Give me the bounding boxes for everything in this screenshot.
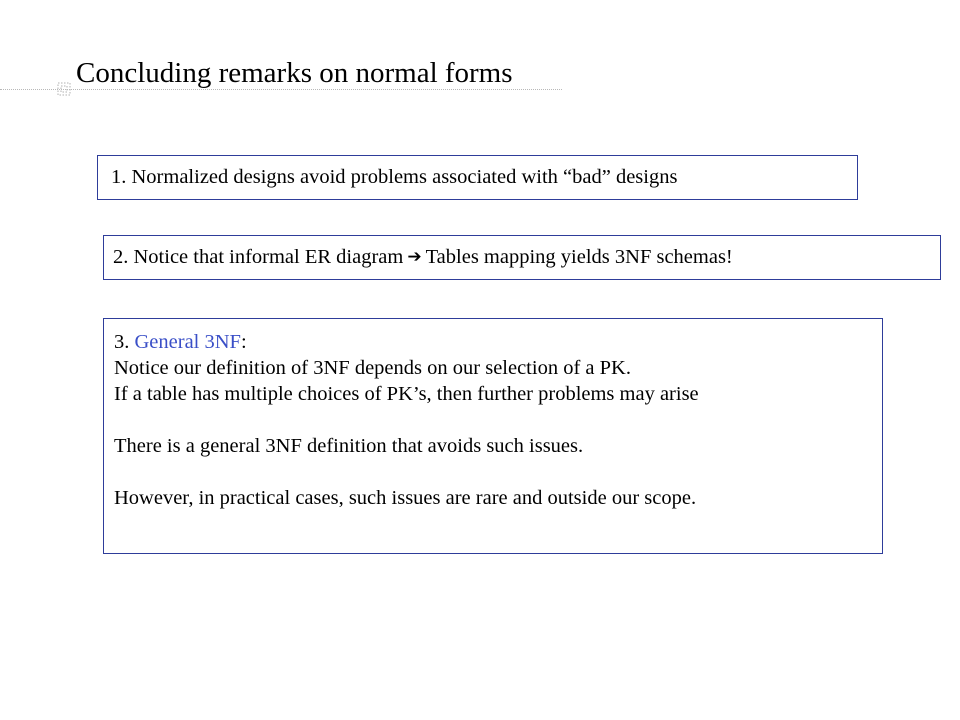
remark-3-line: Notice our definition of 3NF depends on our selection of a PK. [114,357,631,379]
remark-box-1 [97,155,858,200]
remark-3-number: 3. [114,331,135,353]
right-arrow-icon: ➔ [407,247,422,267]
remark-box-2 [103,235,941,280]
remark-box-3 [103,318,883,554]
remark-2-text-end: Tables mapping yields 3NF schemas! [425,246,733,268]
remark-1-text: 1. Normalized designs avoid problems associated with “bad” designs [111,166,678,188]
remark-3-heading-colon: : [240,331,247,353]
paragraph-spacer [114,407,882,433]
remark-3-heading [114,329,882,355]
general-3nf-term: General 3NF [134,331,241,353]
remark-3-line: However, in practical cases, such issues are rare and outside our scope. [114,487,697,509]
remark-3-line: If a table has multiple choices of PK’s, then further problems may arise [114,383,699,405]
paragraph-spacer [114,459,882,485]
slide-title: Concluding remarks on normal forms [76,57,513,89]
remark-3-line: There is a general 3NF definition that avoids such issues. [114,435,584,457]
remark-2-text-start: 2. Notice that informal ER diagram [113,246,404,268]
